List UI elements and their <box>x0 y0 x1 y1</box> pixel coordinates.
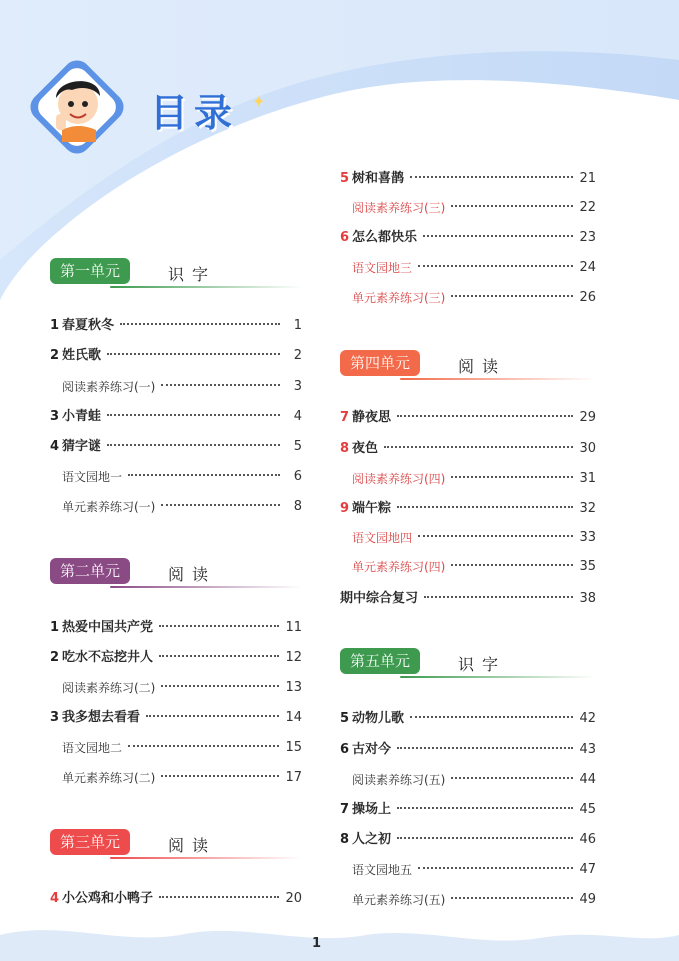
leader-dots <box>161 685 279 687</box>
entry-page-number: 38 <box>579 591 596 606</box>
unit-badge: 第四单元 <box>340 350 420 376</box>
entry-page-number: 46 <box>579 832 596 847</box>
entry-title: 阅读素养练习(三) <box>352 201 446 215</box>
lesson-number: 7 <box>340 410 350 425</box>
leader-dots <box>397 807 573 809</box>
unit-badge: 第二单元 <box>50 558 130 584</box>
leader-dots <box>451 777 573 779</box>
entry-page-number: 15 <box>285 740 302 755</box>
mascot-icon <box>22 52 132 162</box>
toc-entry[interactable] <box>62 467 302 487</box>
lesson-number: 9 <box>340 501 350 516</box>
leader-dots <box>146 715 279 717</box>
toc-entry[interactable] <box>50 437 302 457</box>
toc-entry[interactable] <box>340 408 596 428</box>
leader-dots <box>451 295 573 297</box>
entry-page-number: 24 <box>579 260 596 275</box>
unit-badge: 第一单元 <box>50 258 130 284</box>
toc-entry[interactable] <box>62 768 302 788</box>
unit-header <box>340 648 596 678</box>
toc-entry[interactable] <box>62 738 302 758</box>
entry-page-number: 33 <box>579 530 596 545</box>
entry-title: 动物儿歌 <box>352 711 405 726</box>
entry-title: 人之初 <box>352 832 392 847</box>
leader-dots <box>384 446 573 448</box>
entry-title: 树和喜鹊 <box>352 171 405 186</box>
leader-dots <box>397 837 573 839</box>
toc-entry[interactable] <box>50 618 302 638</box>
toc-entry[interactable] <box>340 499 596 519</box>
leader-dots <box>128 474 280 476</box>
entry-page-number: 12 <box>285 650 302 665</box>
entry-page-number: 49 <box>579 892 596 907</box>
toc-entry[interactable] <box>352 770 596 790</box>
toc-entry[interactable] <box>352 860 596 880</box>
lesson-number: 5 <box>340 171 350 186</box>
entry-title: 怎么都快乐 <box>352 230 418 245</box>
toc-entry[interactable] <box>352 890 596 910</box>
leader-dots <box>161 504 280 506</box>
unit-type-label: 识字 <box>458 655 507 674</box>
leader-dots <box>423 235 573 237</box>
leader-dots <box>107 444 280 446</box>
lesson-number: 3 <box>50 710 60 725</box>
unit-header <box>50 829 302 859</box>
leader-dots <box>418 535 573 537</box>
leader-dots <box>397 506 573 508</box>
toc-entry[interactable] <box>352 258 596 278</box>
entry-page-number: 14 <box>285 710 302 725</box>
entry-title: 语文园地五 <box>352 863 413 877</box>
entry-page-number: 4 <box>293 409 302 424</box>
toc-entry[interactable] <box>50 889 302 909</box>
entry-page-number: 5 <box>293 439 302 454</box>
leader-dots <box>159 896 279 898</box>
entry-page-number: 20 <box>285 891 302 906</box>
leader-dots <box>397 415 573 417</box>
toc-entry[interactable] <box>352 557 596 577</box>
entry-title: 单元素养练习(三) <box>352 291 446 305</box>
entry-page-number: 11 <box>285 620 302 635</box>
mascot-logo <box>22 52 132 162</box>
lesson-number: 8 <box>340 441 350 456</box>
entry-title: 猜字谜 <box>62 439 102 454</box>
entry-title: 单元素养练习(五) <box>352 893 446 907</box>
toc-entry[interactable] <box>340 709 596 729</box>
lesson-number: 6 <box>340 742 350 757</box>
entry-page-number: 35 <box>579 559 596 574</box>
toc-entry[interactable] <box>352 198 596 218</box>
leader-dots <box>410 176 573 178</box>
unit-underline <box>110 286 302 288</box>
entry-title: 我多想去看看 <box>62 710 141 725</box>
entry-title: 阅读素养练习(四) <box>352 472 446 486</box>
leader-dots <box>418 867 573 869</box>
entry-page-number: 43 <box>579 742 596 757</box>
toc-entry[interactable] <box>340 740 596 760</box>
entry-title: 语文园地四 <box>352 531 413 545</box>
entry-title: 单元素养练习(一) <box>62 500 156 514</box>
unit-header <box>50 558 302 588</box>
entry-page-number: 2 <box>293 348 302 363</box>
lesson-number: 1 <box>50 318 60 333</box>
lesson-number: 2 <box>50 348 60 363</box>
toc-entry[interactable] <box>50 407 302 427</box>
entry-page-number: 21 <box>579 171 596 186</box>
toc-entry[interactable] <box>50 648 302 668</box>
leader-dots <box>397 747 573 749</box>
entry-title: 端午粽 <box>352 501 392 516</box>
lesson-number: 5 <box>340 711 350 726</box>
entry-title: 小青蛙 <box>62 409 102 424</box>
entry-page-number: 26 <box>579 290 596 305</box>
entry-title: 阅读素养练习(二) <box>62 681 156 695</box>
lesson-number: 8 <box>340 832 350 847</box>
unit-type-label: 识字 <box>168 265 217 284</box>
entry-title: 春夏秋冬 <box>62 318 115 333</box>
leader-dots <box>451 205 573 207</box>
entry-title: 静夜思 <box>352 410 392 425</box>
entry-title: 吃水不忘挖井人 <box>62 650 154 665</box>
entry-page-number: 3 <box>293 379 302 394</box>
toc-entry[interactable] <box>340 169 596 189</box>
leader-dots <box>120 323 280 325</box>
unit-type-label: 阅读 <box>168 836 217 855</box>
leader-dots <box>410 716 573 718</box>
entry-page-number: 47 <box>579 862 596 877</box>
leader-dots <box>159 625 279 627</box>
leader-dots <box>451 897 573 899</box>
unit-underline <box>400 676 596 678</box>
toc-entry[interactable] <box>340 589 596 609</box>
toc-entry[interactable] <box>340 228 596 248</box>
entry-page-number: 8 <box>293 499 302 514</box>
lesson-number: 2 <box>50 650 60 665</box>
entry-title: 古对今 <box>352 742 392 757</box>
leader-dots <box>161 775 279 777</box>
entry-page-number: 31 <box>579 471 596 486</box>
leader-dots <box>107 414 280 416</box>
unit-underline <box>110 857 302 859</box>
entry-title: 单元素养练习(四) <box>352 560 446 574</box>
leader-dots <box>451 564 573 566</box>
toc-entry[interactable] <box>62 377 302 397</box>
page-title: 目录 <box>150 91 239 135</box>
lesson-number: 4 <box>50 891 60 906</box>
toc-entry[interactable] <box>50 316 302 336</box>
entry-title: 语文园地三 <box>352 261 413 275</box>
leader-dots <box>451 476 573 478</box>
entry-title: 语文园地二 <box>62 741 123 755</box>
entry-page-number: 42 <box>579 711 596 726</box>
toc-entry[interactable] <box>352 528 596 548</box>
entry-page-number: 45 <box>579 802 596 817</box>
lesson-number: 4 <box>50 439 60 454</box>
entry-title: 热爱中国共产党 <box>62 620 154 635</box>
toc-entry[interactable] <box>340 439 596 459</box>
entry-page-number: 32 <box>579 501 596 516</box>
toc-entry[interactable] <box>50 346 302 366</box>
entry-page-number: 30 <box>579 441 596 456</box>
lesson-number: 1 <box>50 620 60 635</box>
entry-title: 夜色 <box>352 441 379 456</box>
unit-badge: 第三单元 <box>50 829 130 855</box>
leader-dots <box>424 596 573 598</box>
lesson-number: 7 <box>340 802 350 817</box>
leader-dots <box>161 384 280 386</box>
toc-entry[interactable] <box>340 830 596 850</box>
entry-title: 阅读素养练习(一) <box>62 380 156 394</box>
entry-page-number: 17 <box>285 770 302 785</box>
unit-type-label: 阅读 <box>458 357 507 376</box>
unit-type-label: 阅读 <box>168 565 217 584</box>
toc-entry[interactable] <box>50 708 302 728</box>
entry-title: 语文园地一 <box>62 470 123 484</box>
lesson-number: 3 <box>50 409 60 424</box>
leader-dots <box>128 745 279 747</box>
leader-dots <box>107 353 280 355</box>
unit-underline <box>110 586 302 588</box>
entry-page-number: 22 <box>579 200 596 215</box>
entry-title: 期中综合复习 <box>340 591 419 606</box>
entry-title: 单元素养练习(二) <box>62 771 156 785</box>
unit-header <box>340 350 596 380</box>
entry-title: 小公鸡和小鸭子 <box>62 891 154 906</box>
toc-entry[interactable] <box>352 469 596 489</box>
leader-dots <box>418 265 573 267</box>
lesson-number: 6 <box>340 230 350 245</box>
unit-header <box>50 258 302 288</box>
toc-entry[interactable] <box>62 678 302 698</box>
page-number: 1 <box>312 936 322 951</box>
unit-underline <box>400 378 596 380</box>
unit-badge: 第五单元 <box>340 648 420 674</box>
leader-dots <box>159 655 279 657</box>
entry-title: 阅读素养练习(五) <box>352 773 446 787</box>
toc-entry[interactable] <box>62 497 302 517</box>
toc-entry[interactable] <box>352 288 596 308</box>
entry-page-number: 23 <box>579 230 596 245</box>
entry-page-number: 44 <box>579 772 596 787</box>
entry-page-number: 29 <box>579 410 596 425</box>
sparkle-icon: ✦ <box>252 92 266 111</box>
entry-page-number: 13 <box>285 680 302 695</box>
entry-page-number: 1 <box>293 318 302 333</box>
toc-entry[interactable] <box>340 800 596 820</box>
entry-page-number: 6 <box>293 469 302 484</box>
entry-title: 姓氏歌 <box>62 348 102 363</box>
entry-title: 操场上 <box>352 802 392 817</box>
